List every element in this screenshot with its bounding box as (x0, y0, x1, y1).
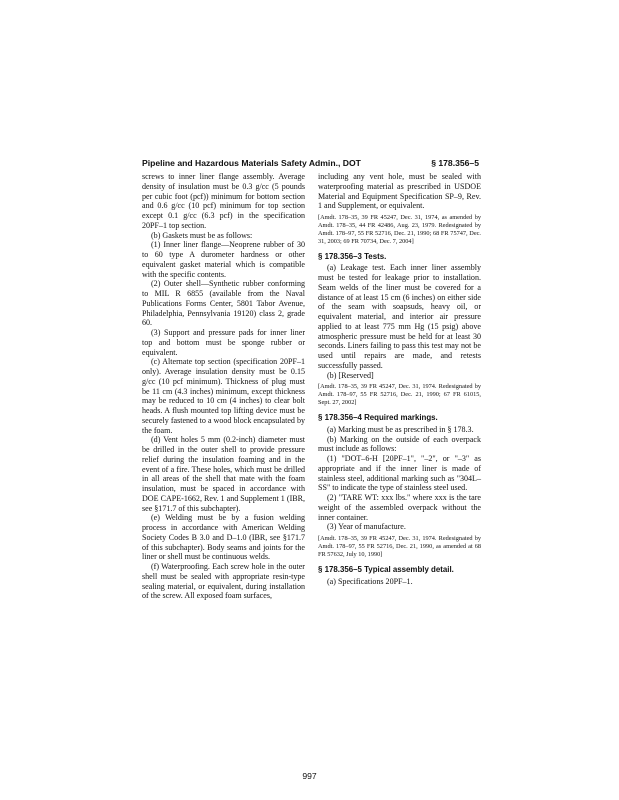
paragraph-marking-b1: (1) "DOT–6-H [20PF–1", "–2", or "–3" as appropriate and if the inner liner is made of stainless steel, additional marking such as "304L–SS" to indicate the type of stainless steel used. (318, 454, 481, 493)
paragraph-reserved: (b) [Reserved] (327, 370, 374, 380)
paragraph-marking-b: (b) Marking on the outside of each overpack must include as follows: (318, 434, 481, 454)
paragraph-marking-b3: (3) Year of manufacture. (327, 522, 406, 532)
paragraph-e-welding: (e) Welding must be by a fusion welding process in accordance with American Welding Society Codes B 3.0 and D–1.0 (IBR, see §171.7 of this subchapter). Body seams and joints for the liner or shell must be continuous welds. (142, 513, 305, 562)
left-column (142, 172, 305, 601)
paragraph-specifications: (a) Specifications 20PF–1. (327, 576, 413, 586)
paragraph-marking-a: (a) Marking must be as prescribed in § 178.3. (327, 424, 474, 434)
amendment-note: [Amdt. 178–35, 39 FR 45247, Dec. 31, 1974, as amended by Amdt. 178–35, 44 FR 42486, Aug. 23, 1979. Redesignated by Amdt. 178–97, 55 FR 52716, Dec. 21, 1990; 68 FR 75747, Dec. 31, 2003; 69 FR 70734, Dec. 7, 2004] (318, 214, 481, 245)
section-heading-assembly-detail: § 178.356–5 Typical assembly detail. (318, 564, 454, 574)
section-heading-markings: § 178.356–4 Required markings. (318, 413, 438, 423)
paragraph-f-waterproofing: (f) Waterproofing. Each screw hole in the outer shell must be sealed with appropriate resin-type sealing material, or equivalent, during installation of the screw. All exposed foam surfaces, (142, 562, 305, 601)
paragraph-leakage-test: (a) Leakage test. Each inner liner assembly must be tested for leakage prior to installation. Seam welds of the liner must be covered for a distance of at least 15 cm (6 inches) on either side of the seam with soapsuds, heavy oil, or equivalent material, and interior air pressure applied to at least 775 mm Hg (15 psig) above atmospheric pressure must be held for at least 30 seconds. Liners failing to pass this test may not be used until repairs are made, and retests successfully passed. (318, 263, 481, 370)
page-number: 997 (302, 771, 317, 781)
paragraph-b1-inner-liner-flange: (1) Inner liner flange—Neoprene rubber of 30 to 60 type A durometer hardness or other equivalent gasket material which is compatible with the specific contents. (142, 240, 305, 279)
paragraph-carryover: screws to inner liner flange assembly. Average density of insulation must be 0.3 g/cc (5 pounds per cubic foot (pcf)) minimum for bottom section and 0.6 g/cc (10 pcf) minimum for top section except 0.1 g/cc (6.3 pcf) in the specification 20PF–1 top section. (142, 172, 305, 230)
paragraph-c-alternate-top: (c) Alternate top section (specification 20PF–1 only). Average insulation density must be 0.15 g/cc (10 pcf minimum). Thickness of plug must be 11 cm (4.3 inches) minimum, except thickness may be reduced to 10 cm (4 inches) to clear bolt heads. A flush mounted top lifting device must be securely fastened to a wood block encapsulated by the foam. (142, 357, 305, 435)
paragraph-d-vent-holes: (d) Vent holes 5 mm (0.2-inch) diameter must be drilled in the outer shell to provide pressure relief during the insulation foaming and in the event of a fire. These holes, which must be drilled in all areas of the shell that mate with the foam insulation, must be spaced in accordance with DOE CAPE-1662, Rev. 1 and Supplement 1 (IBR, see §171.7 of this subchapter). (142, 435, 305, 513)
paragraph-marking-b2: (2) "TARE WT: xxx lbs." where xxx is the tare weight of the assembled overpack without the inner container. (318, 493, 481, 522)
header-section-number: § 178.356–5 (431, 158, 479, 168)
paragraph-b2-outer-shell: (2) Outer shell—Synthetic rubber conforming to MIL R 6855 (available from the Naval Publications Forms Center, 5801 Tabor Avenue, Philadelphia, Pennsylvania 19120) class 2, grade 60. (142, 279, 305, 328)
running-header (142, 158, 479, 170)
paragraph-b-gaskets: (b) Gaskets must be as follows: (151, 230, 253, 240)
paragraph-carryover-right: including any vent hole, must be sealed with waterproofing material as prescribed in USDOE Material and Equipment Specification SP–9, Rev. 1 and Supplement, or equivalent. (318, 172, 481, 211)
amendment-note: [Amdt. 178–35, 39 FR 45247, Dec. 31, 1974. Redesignated by Amdt. 178–97, 55 FR 52716, Dec. 21, 1990; 67 FR 61015, Sept. 27, 2002] (318, 383, 481, 407)
paragraph-b3-support-pads: (3) Support and pressure pads for inner liner top and bottom must be sponge rubber or equivalent. (142, 328, 305, 357)
header-agency: Pipeline and Hazardous Materials Safety Admin., DOT (142, 158, 361, 168)
section-heading-tests: § 178.356–3 Tests. (318, 251, 387, 261)
right-column (318, 172, 481, 586)
amendment-note: [Amdt. 178–35, 39 FR 45247, Dec. 31, 1974. Redesignated by Amdt. 178–97, 55 FR 52716, Dec. 21, 1990, as amended at 68 FR 57632, July 10, 1990] (318, 535, 481, 558)
